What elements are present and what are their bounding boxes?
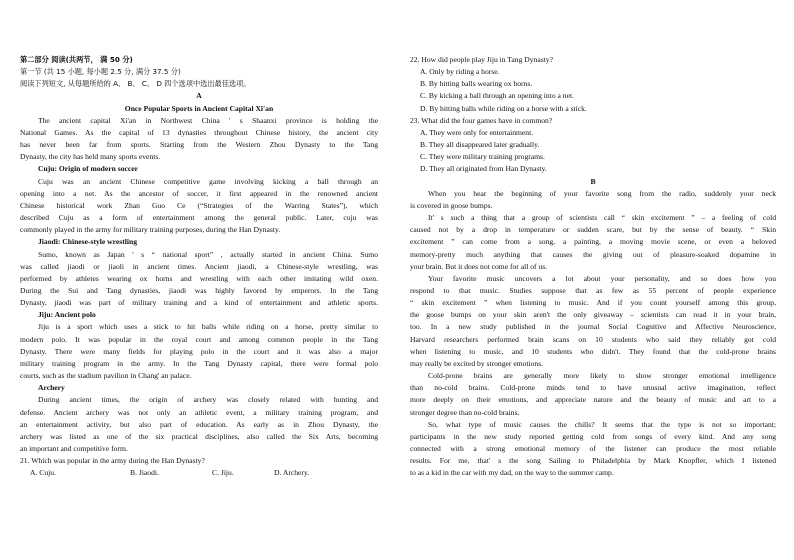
option-b: B. By hitting balls wearing ox horns. [420,79,533,89]
text-line: the goose bumps on your skin aren't the only giveaway – scientists can read it in your brain, [410,310,776,320]
paragraph-4 [410,370,776,419]
text-line: more deeply on their emotions, and appreciate nature and the beauty of music and art to a [410,395,776,405]
text-line: memory-pretty much anything that causes the giving out of pleasure-soaked dopamine in [410,249,776,259]
text-line: was called jiaodi or jiaoli in ancient times. Ancient jiaodi, a Chinese-style wrestling, was [20,261,378,271]
question-23: 23. What did the four games have in common? [410,115,553,125]
text-line: too. In a new study published in the journal Social Cognitive and Affective Neuroscience, [410,322,776,332]
text-line: when listening to music, and 10 students who didn't. They found that the cold-prone brains [410,346,776,356]
text-line: an entertainment activity, but also part of education. As early as in Zhou Dynasty, the [20,419,378,429]
option-c: C. Jiju. [212,468,234,478]
text-line: respond to that music. Studies suppose that as few as 55 percent of people experience [410,285,776,295]
part-heading: 第二部分 阅读(共两节， 满 50 分) [20,55,133,64]
option-d: D. They all originated from Han Dynasty. [420,164,547,174]
option-a: A. Only by riding a horse. [420,67,500,77]
text-line: “ skin excitement ” when listening to music. And if you count yourself among this group, [410,298,776,308]
option-b: B. Jiaodi. [130,468,159,478]
jiju-paragraph [20,321,378,382]
text-line: connected with a strong emotional memory of the listener can produce the most reliable [410,444,776,453]
text-line: performed by athletes wearing ox horns and wrestling with each other imitating wild oxen. [20,273,378,283]
text-line: archery was listed as one of the six practical disciplines, also called the Six Arts, becoming [20,431,378,441]
right-column [410,54,776,479]
text-line: modern polo. It was popular in the royal court and among common people in the Tang [20,334,378,344]
text-line: Cold-prone brains are generally more likely to show stronger emotional intelligence [428,371,776,381]
text-line: So, what type of music causes the chills? It seems that the type is not so important; [428,419,776,429]
text-line: Jiju is a sport which uses a stick to hit balls while riding on a horse, pretty similar to [38,322,378,332]
text-line: participants in the new study reported getting cold from songs of every kind. And any song [410,431,776,441]
archery-paragraph [20,394,378,455]
option-c: C. They were military training programs. [420,152,545,162]
text-line: It' s such a thing that a group of scientists call “ skin excitement ” – a feeling of cold [428,213,776,223]
option-b: B. They all disappeared later gradually. [420,140,540,150]
text-line: opening into a net. As the ancestor of soccer, it first appeared in the renowned ancient [20,188,378,198]
text-line: Dynasty. There were many fields for playing polo in the court and it was also a major [20,346,378,356]
text-line: excitement ” can come from a song, a painting, a moving movie scene, or even a beloved [410,237,776,247]
text-line: National Games. As the capital of 13 dynasties throughout Chinese history, the ancient city [20,127,378,137]
text-line: than no-cold brains. Cold-prone minds tend to have unusual active imagination, reflect [410,383,776,393]
text-line: Dynasty, jiaodi was part of military training and a kind of entertainment and athletic sports. [20,298,378,308]
cuju-paragraph [20,176,378,237]
intro-paragraph [20,115,378,164]
option-a: A. Cuju. [30,468,56,478]
text-line: an important and competitive form. [20,444,128,453]
text-line: During ancient times, the origin of archery was closely related with hunting and [38,395,378,405]
text-line: Chinese historical work Zhan Guo Ce (“Strategies of the Warring States”), which [20,200,378,210]
archery-heading: Archery [38,383,65,393]
passage-b-label: B [590,176,596,186]
paragraph-3 [410,273,776,370]
text-line: is covered in goose bumps. [410,200,493,210]
text-line: defense. Ancient archery was not only an athletic event, a military training program, and [20,407,378,417]
question-21-options [20,467,378,479]
text-line: commonly played in the army for military training purposes, during the Han Dynasty. [20,225,281,235]
option-a: A. They were only for entertainment. [420,127,534,137]
jiaodi-paragraph [20,249,378,310]
passage-title: Once Popular Sports in Ancient Capital Xi'an [124,103,274,113]
left-column [20,54,378,479]
text-line: Dynasty, the city has held many sports events. [20,152,161,162]
text-line: Sumo, known as Japan ' s “ national sport” , actually started in ancient China. Sumo [38,249,378,259]
passage-a-label: A [196,91,202,101]
text-line: to as a kid in the car with my dad, on the way to the summer camp. [410,468,614,478]
text-line: has never been far from sports. Starting from the Western Zhou Dynasty to the Tang [20,140,378,150]
option-d: D. By hitting balls while riding on a horse with a stick. [420,103,587,113]
section-one-heading: 第一节 (共 15 小题, 每小题 2.5 分, 满分 37.5 分) [20,67,181,77]
option-c: C. By kicking a ball through an opening into a net. [420,91,574,101]
paragraph-5 [410,419,776,480]
cuju-heading: Cuju: Origin of modern soccer [38,164,138,174]
text-line: Cuju was an ancient Chinese competitive game involving kicking a ball through an [38,176,378,186]
text-line: stronger degree than no-cold brains. [410,407,520,417]
question-22: 22. How did people play Jiju in Tang Dynasty? [410,55,553,64]
text-line: military training program in the army. In the Tang Dynasty capital, there were formal polo [20,358,378,368]
jiaodi-heading: Jiaodi: Chinese-style wrestling [38,237,137,247]
option-d: D. Archery. [274,468,310,478]
question-21: 21. Which was popular in the army during the Han Dynasty? [20,456,205,466]
text-line: may really be excited by stronger emotions. [410,358,544,368]
jiju-heading: Jiju: Ancient polo [38,310,96,320]
instruction-text: 阅读下列短文, 从每题所给的 A、 B、 C、 D 四个选项中选出最佳选项。 [20,79,251,89]
text-line: described Cuju as a form of entertainment among the general public. Later, cuju was [20,213,378,223]
text-line: During the Sui and Tang dynasties, jiaodi was highly favored by emperors. In the Tang [20,285,378,295]
text-line: When you hear the beginning of your favorite song from the radio, suddenly your neck [428,188,776,198]
paragraph-1 [410,188,776,212]
text-line: courts, such as the stadium pavilion in Chang' an palace. [20,371,192,381]
text-line: your brain. But it does not come for all of us. [410,261,548,271]
text-line: The ancient capital Xi'an in Northwest China ' s Shaanxi province is holding the [38,115,378,125]
text-line: caused not by a drop in temperature or sudden scare, but by the sense of beauty. “ Skin [410,225,776,235]
text-line: Your favorite music uncovers a lot about your personality, and so does how you [428,273,776,283]
text-line: Harvard researchers performed brain scans on 10 students who said they reliably got cold [410,334,776,344]
paragraph-2 [410,212,776,273]
text-line: results. For me, that' s the song Sailing to Philadelphia by Mark Knopfler, which I listened [410,456,776,466]
